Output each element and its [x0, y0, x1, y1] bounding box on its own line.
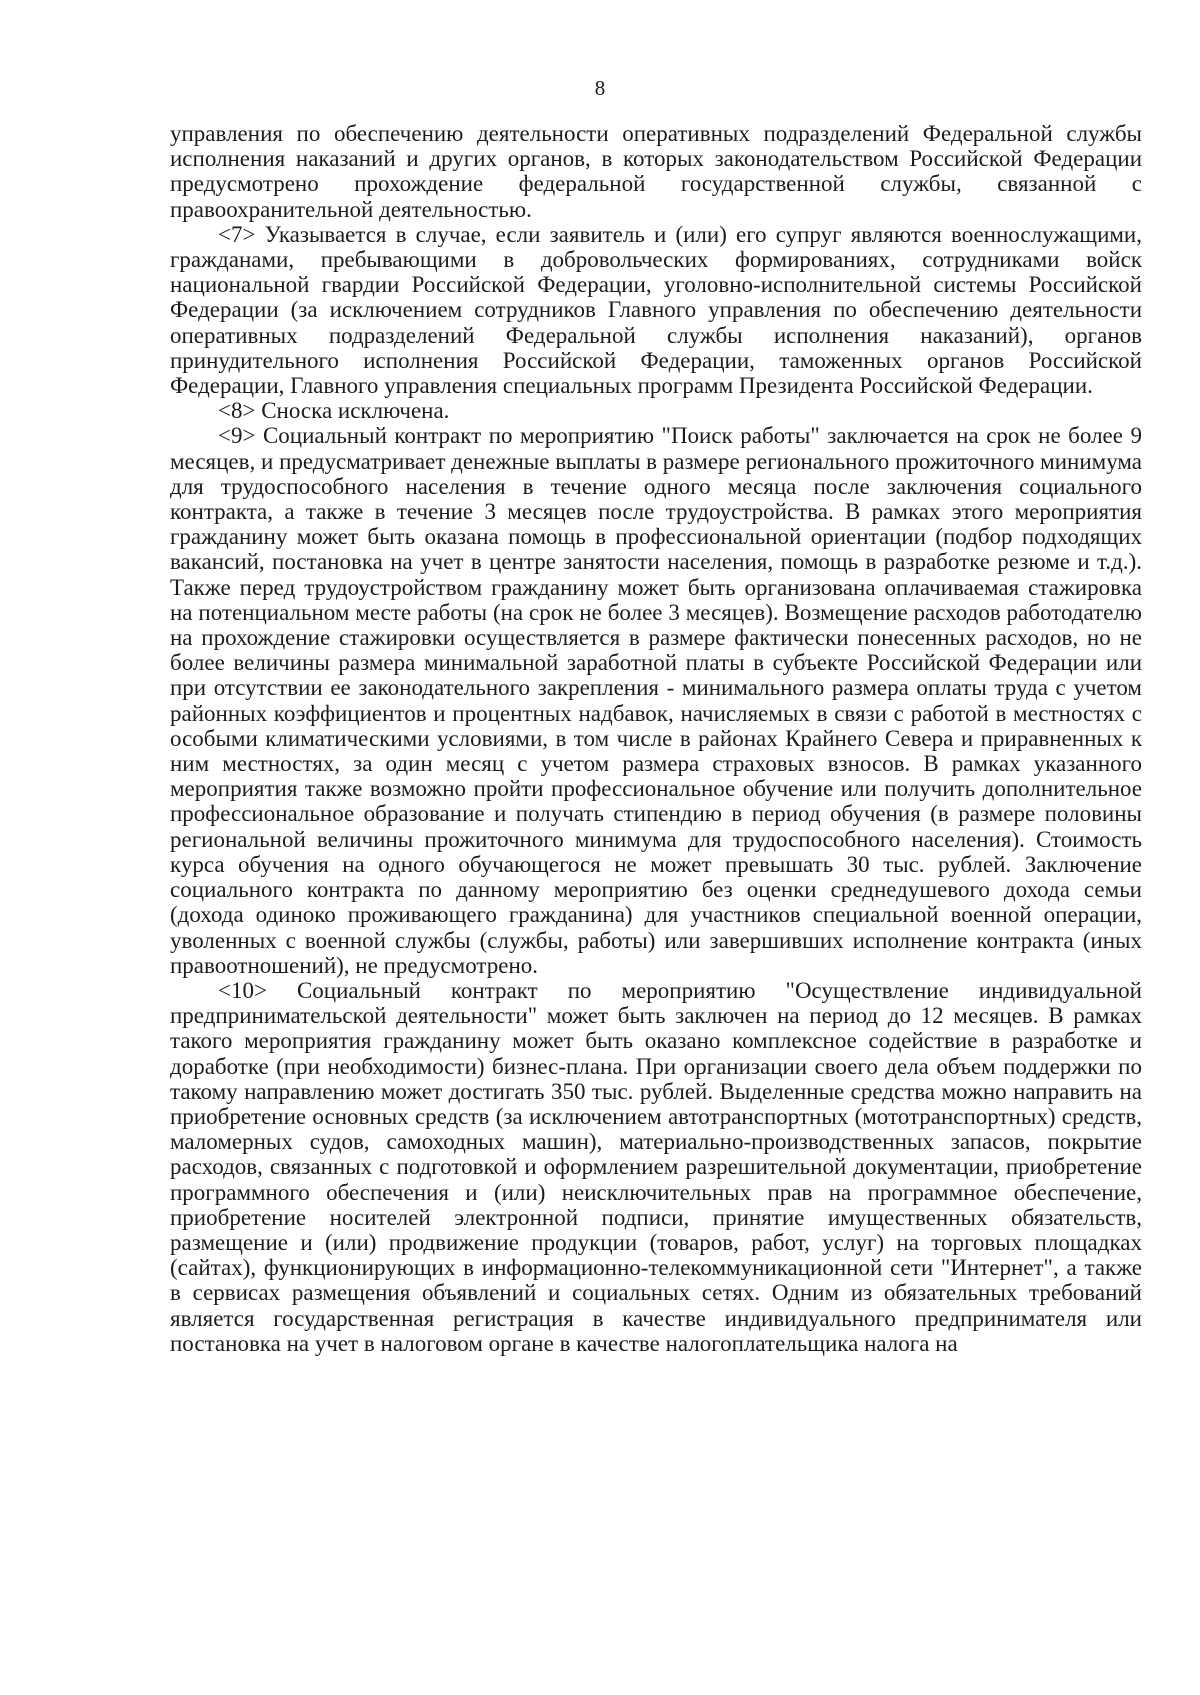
footnote-10: <10> Социальный контракт по мероприятию "Осуществление индивидуальной предпринимательской деятельности" может быть заключен на период до 12 месяцев. В рамках такого мероприятия гражданину может быть оказано комплексное содействие в разработке и доработке (при необходимости) бизнес-плана. При организации своего дела объем поддержки по такому направлению может достигать 350 тыс. рублей. Выделенные средства можно направить на приобретение основных средств (за исключением автотранспортных (мототранспортных) средств, маломерных судов, самоходных машин), материально-производственных запасов, покрытие расходов, связанных с подготовкой и оформлением разрешительной документации, приобретение программного обеспечения и (или) неисключительных прав на программное обеспечение, приобретение носителей электронной подписи, принятие имущественных обязательств, размещение и (или) продвижение продукции (товаров, работ, услуг) на торговых площадках (сайтах), функционирующих в информационно-телекоммуникационной сети "Интернет", а также в сервисах размещения объявлений и социальных сетях. Одним из обязательных требований является государственная регистрация в качестве индивидуального предпринимателя или постановка на учет в налоговом органе в качестве налогоплательщика налога на: [170, 977, 1142, 1356]
page-number: 8: [594, 76, 606, 100]
document-body: [170, 121, 1142, 1356]
footnote-9: <9> Социальный контракт по мероприятию "Поиск работы" заключается на срок не более 9 месяцев, и предусматривает денежные выплаты в размере регионального прожиточного минимума для трудоспособного населения в течение одного месяца после заключения социального контракта, а также в течение 3 месяцев после трудоустройства. В рамках этого мероприятия гражданину может быть оказана помощь в профессиональной ориентации (подбор подходящих вакансий, постановка на учет в центре занятости населения, помощь в разработке резюме и т.д.). Также перед трудоустройством гражданину может быть организована оплачиваемая стажировка на потенциальном месте работы (на срок не более 3 месяцев). Возмещение расходов работодателю на прохождение стажировки осуществляется в размере фактически понесенных расходов, но не более величины размера минимальной заработной платы в субъекте Российской Федерации или при отсутствии ее законодательного закрепления - минимального размера оплаты труда с учетом районных коэффициентов и процентных надбавок, начисляемых в связи с работой в местностях с особыми климатическими условиями, в том числе в районах Крайнего Севера и приравненных к ним местностях, за один месяц с учетом размера страховых взносов. В рамках указанного мероприятия также возможно пройти профессиональное обучение или получить дополнительное профессиональное образование и получать стипендию в период обучения (в размере половины региональной величины прожиточного минимума для трудоспособного населения). Стоимость курса обучения на одного обучающегося не может превышать 30 тыс. рублей. Заключение социального контракта по данному мероприятию без оценки среднедушевого дохода семьи (дохода одиноко проживающего гражданина) для участников специальной военной операции, уволенных с военной службы (службы, работы) или завершивших исполнение контракта (иных правоотношений), не предусмотрено.: [170, 423, 1142, 978]
footnote-8: <8> Сноска исключена.: [218, 398, 450, 424]
footnote-7: <7> Указывается в случае, если заявитель и (или) его супруг являются военнослужащими, гражданами, пребывающими в добровольческих формированиях, сотрудниками войск национальной гвардии Российской Федерации, уголовно-исполнительной системы Российской Федерации (за исключением сотрудников Главного управления по обеспечению деятельности оперативных подразделений Федеральной службы исполнения наказаний), органов принудительного исполнения Российской Федерации, таможенных органов Российской Федерации, Главного управления специальных программ Президента Российской Федерации.: [170, 221, 1142, 399]
paragraph-continuation: управления по обеспечению деятельности оперативных подразделений Федеральной службы исполнения наказаний и других органов, в которых законодательством Российской Федерации предусмотрено прохождение федеральной государственной службы, связанной с правоохранительной деятельностью.: [170, 121, 1142, 222]
